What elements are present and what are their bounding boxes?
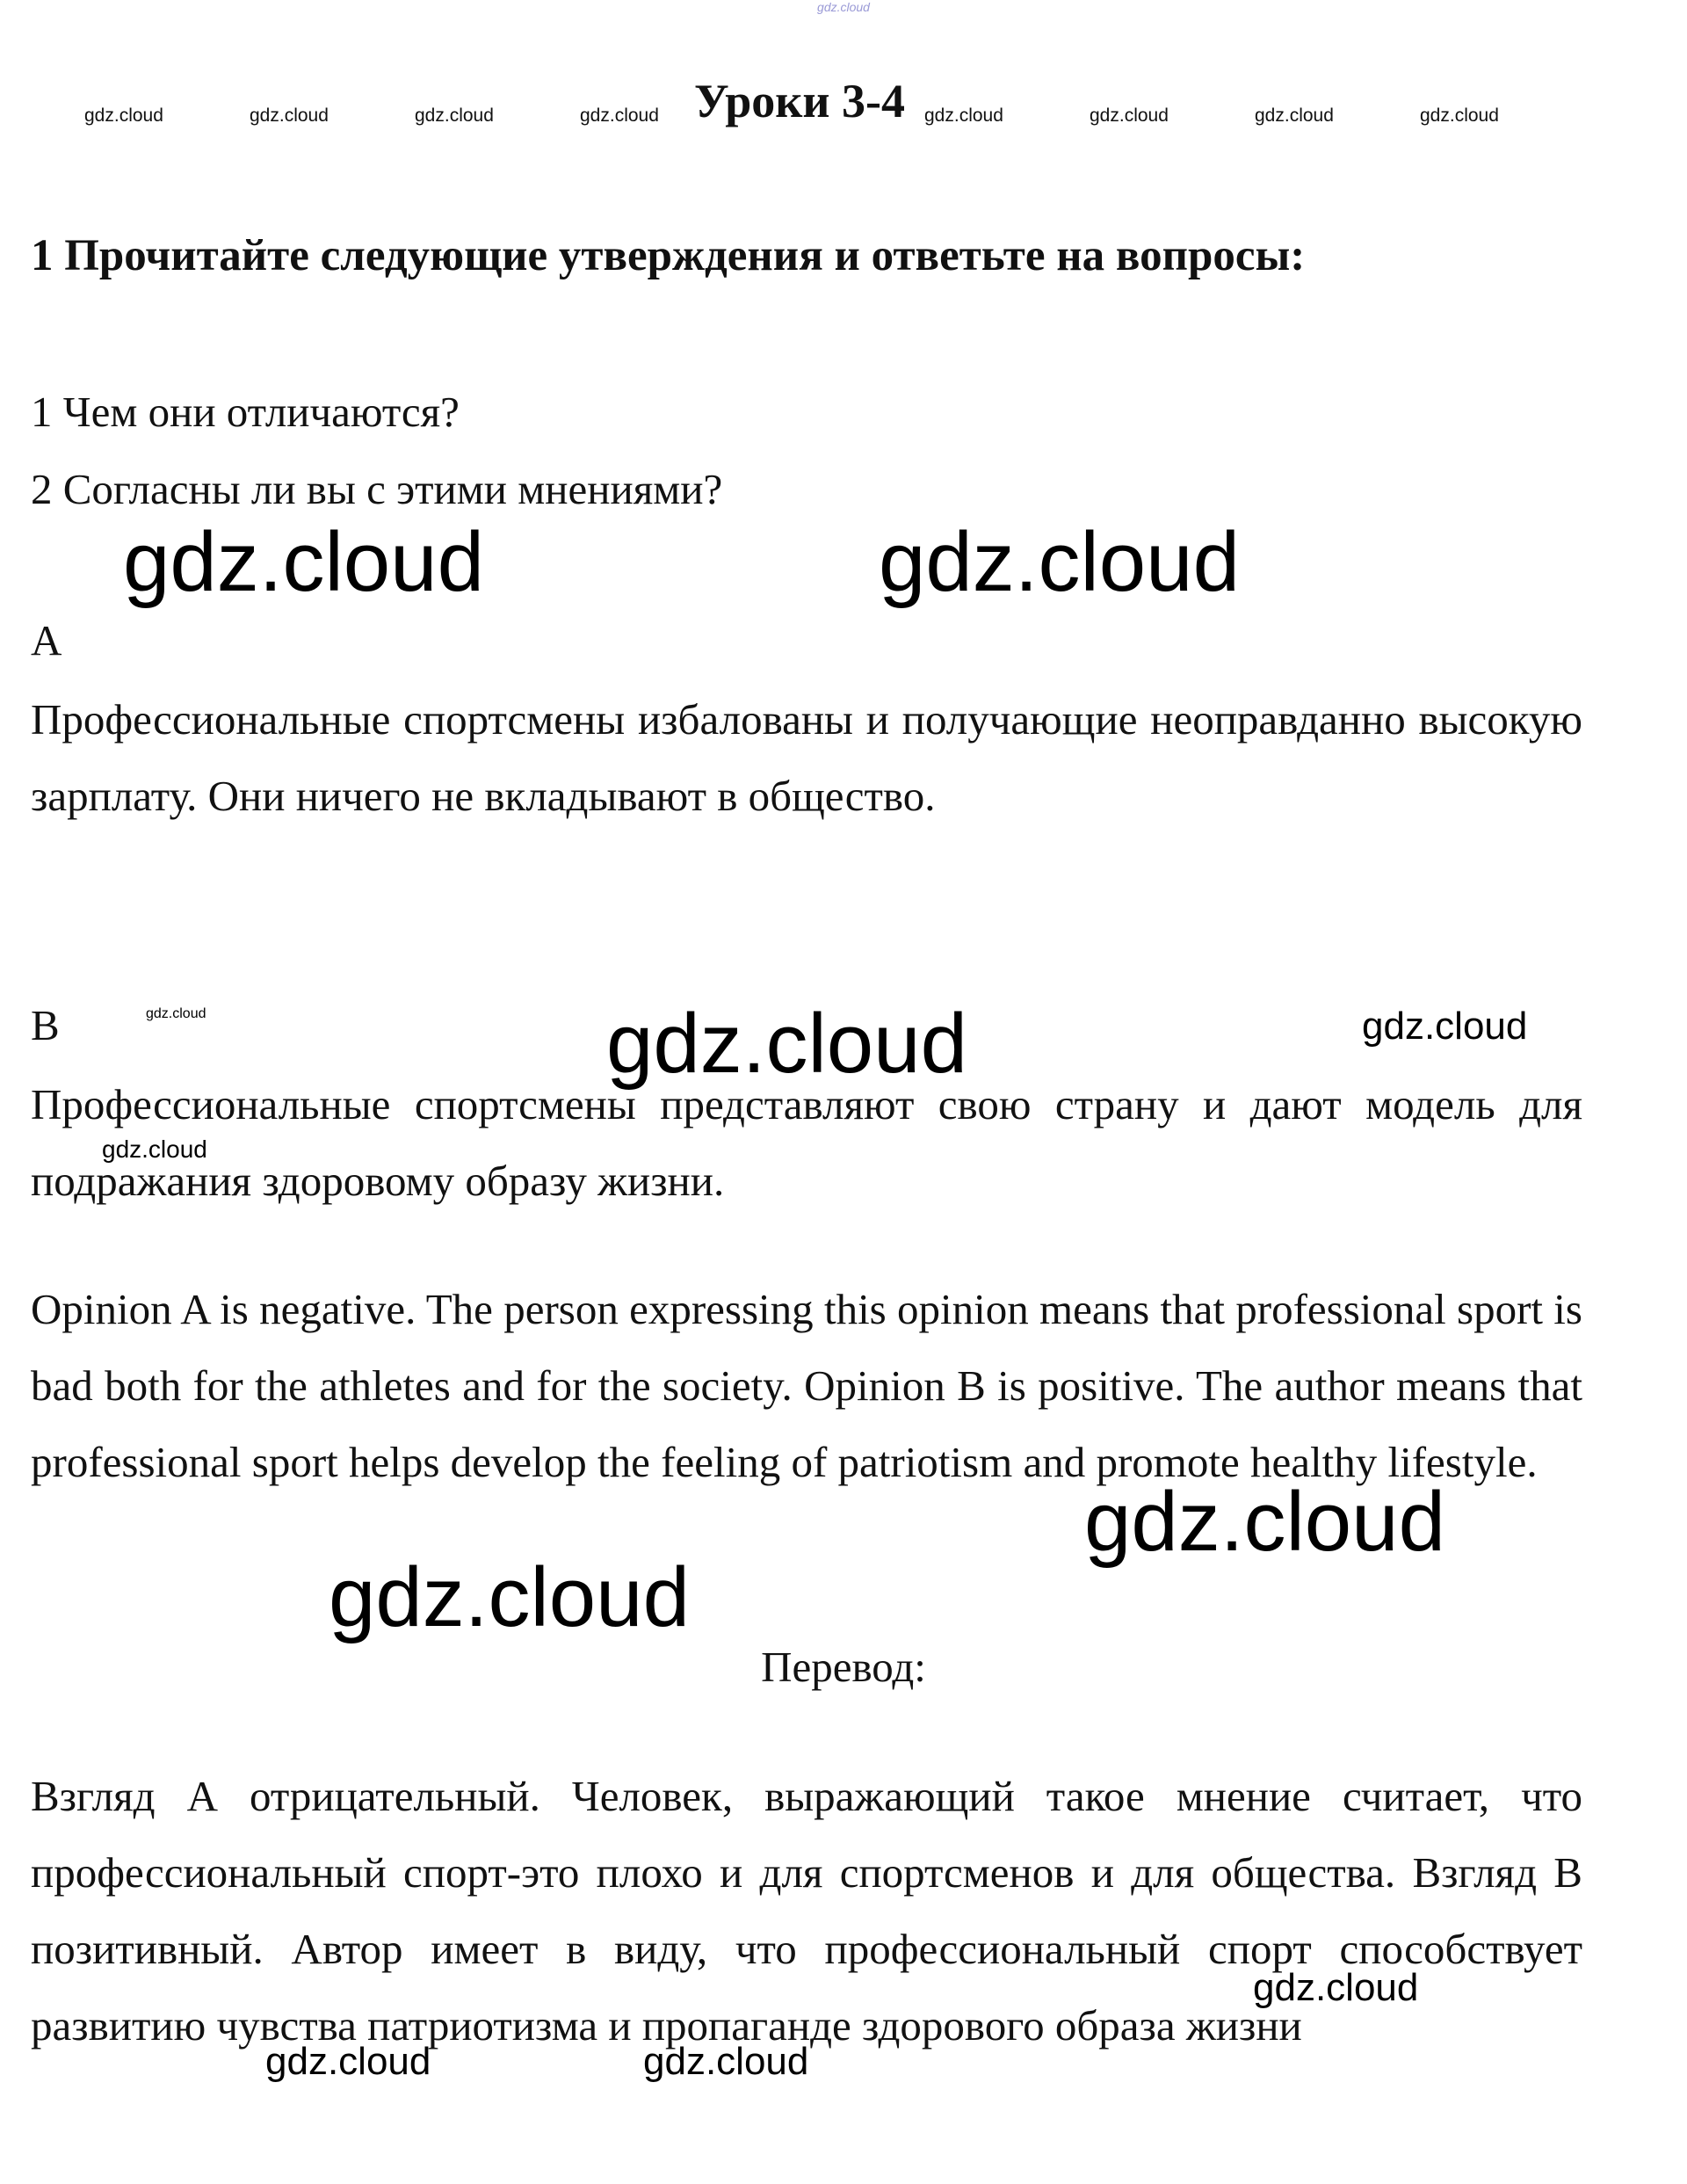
question-2: 2 Согласны ли вы с этими мнениями? xyxy=(31,465,723,513)
watermark: gdz.cloud xyxy=(643,2040,809,2083)
task-heading: 1 Прочитайте следующие утверждения и ответьте на вопросы: xyxy=(31,231,1306,280)
watermark: gdz.cloud xyxy=(1255,105,1334,126)
question-1: 1 Чем они отличаются? xyxy=(31,388,460,436)
watermark: gdz.cloud xyxy=(329,1550,690,1644)
page-title: Уроки 3-4 xyxy=(694,75,905,127)
watermark: gdz.cloud xyxy=(265,2040,431,2083)
opinion-b-text: Профессиональные спортсмены представляют свою страну и дают модель для подражания здоровому образу жизни. xyxy=(31,1080,1582,1205)
opinion-a-letter: А xyxy=(31,616,62,664)
watermark: gdz.cloud xyxy=(580,105,659,126)
watermark: gdz.cloud xyxy=(1084,1475,1445,1569)
watermark: gdz.cloud xyxy=(879,515,1240,609)
watermark: gdz.cloud xyxy=(102,1136,207,1163)
watermark: gdz.cloud xyxy=(1362,1005,1528,1048)
watermark: gdz.cloud xyxy=(250,105,329,126)
answer-russian: Взгляд А отрицательный. Человек, выражающий такое мнение считает, что профессиональный спорт-это плохо и для спортсменов и для общества. Взгляд В позитивный. Автор имеет в виду, что профессиональный спорт способствует развитию чувства патриотизма и пропаганде здорового образа жизни xyxy=(31,1772,1582,2050)
answer-english: Opinion A is negative. The person expressing this opinion means that professional sport is bad both for the athletes and for the society. Opinion B is positive. The author means that professional sport helps develop the feeling of patriotism and promote healthy lifestyle. xyxy=(31,1285,1582,1486)
watermark: gdz.cloud xyxy=(1420,105,1499,126)
watermark: gdz.cloud xyxy=(924,105,1003,126)
watermark: gdz.cloud xyxy=(123,515,484,609)
translation-label: Перевод: xyxy=(761,1643,926,1691)
opinion-a-text: Профессиональные спортсмены избалованы и получающие неоправданно высокую зарплату. Они ничего не вкладывают в общество. xyxy=(31,695,1582,820)
watermark: gdz.cloud xyxy=(1253,1966,1419,2009)
watermark: gdz.cloud xyxy=(415,105,494,126)
watermark: gdz.cloud xyxy=(606,997,967,1091)
watermark: gdz.cloud xyxy=(1090,105,1169,126)
watermark: gdz.cloud xyxy=(146,1006,206,1021)
watermark: gdz.cloud xyxy=(84,105,163,126)
opinion-b-letter: В xyxy=(31,1001,60,1049)
watermark-top: gdz.cloud xyxy=(817,0,870,14)
